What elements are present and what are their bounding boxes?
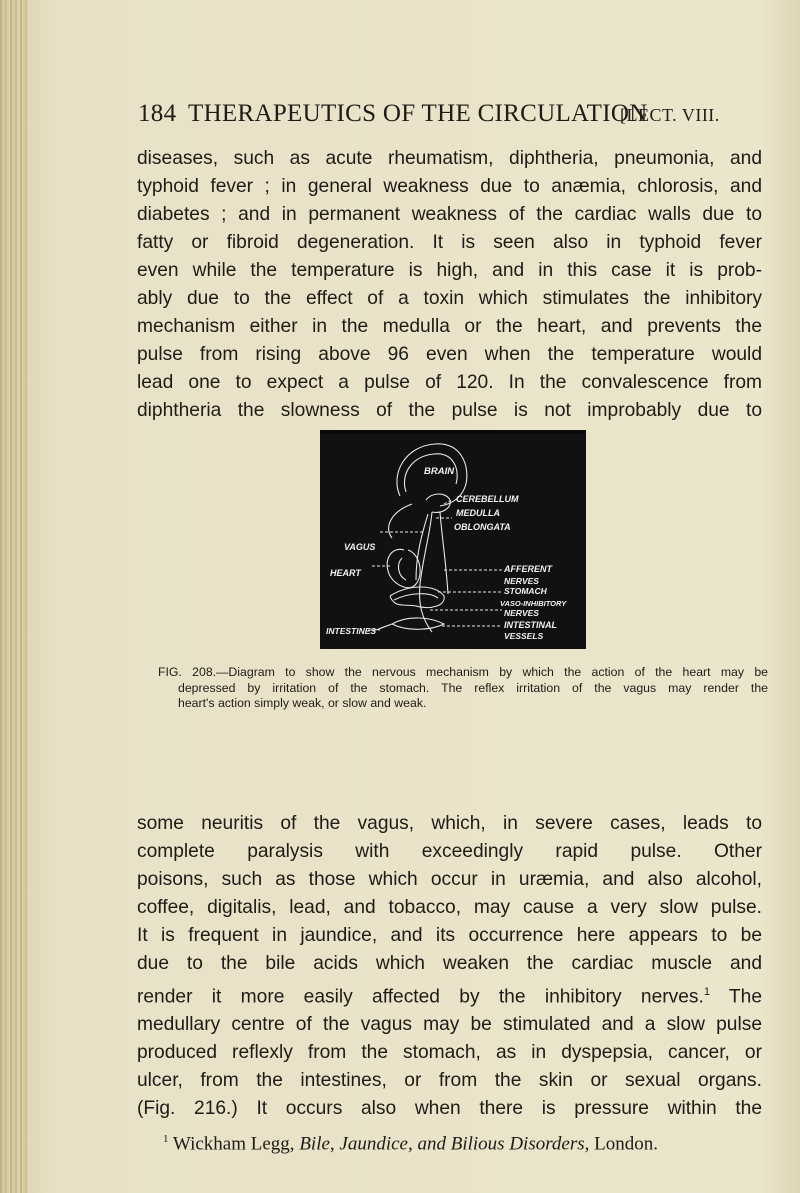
- page-number: 184: [138, 100, 177, 127]
- text-line: ably due to the effect of a toxin which stimulates the inhibitory: [137, 288, 762, 309]
- text-line: due to the bile acids which weaken the cardiac muscle and: [137, 953, 762, 974]
- text-line: coffee, digitalis, lead, and tobacco, may cause a very slow pulse.: [137, 897, 762, 918]
- running-title: THERAPEUTICS OF THE CIRCULATION: [188, 100, 648, 127]
- label-medulla: MEDULLA: [456, 508, 500, 518]
- afferent-line: [440, 512, 448, 594]
- intestine-lead: [376, 624, 392, 630]
- label-intestines: INTESTINES: [326, 626, 377, 636]
- text-line: produced reflexly from the stomach, as in dyspepsia, cancer, or: [137, 1042, 762, 1064]
- footnote-place: London.: [594, 1133, 658, 1155]
- cerebellum-outline: [426, 494, 450, 512]
- text-line: medullary centre of the vagus may be stimulated and a slow pulse: [137, 1014, 762, 1036]
- caption-line: heart's action simply weak, or slow and weak.: [178, 696, 427, 710]
- label-oblongata: OBLONGATA: [454, 522, 511, 532]
- label-nerves-2: NERVES: [504, 608, 539, 618]
- footnote: [163, 1133, 763, 1155]
- heart-outline: [387, 549, 420, 587]
- figure-208-diagram: [320, 430, 586, 649]
- paragraph-2: [137, 810, 762, 1123]
- caption-line: FIG. 208.—Diagram to show the nervous mechanism by which the action of the heart may be: [158, 665, 768, 679]
- text-line: some neuritis of the vagus, which, in severe cases, leads to: [137, 813, 762, 834]
- label-afferent: AFFERENT: [504, 564, 552, 574]
- footnote-title: Bile, Jaundice, and Bilious Disorders,: [299, 1133, 590, 1155]
- text-line: pulse from rising above 96 even when the temperature would: [137, 344, 762, 365]
- label-vagus: VAGUS: [344, 542, 376, 552]
- head-outline: [389, 504, 412, 538]
- text-line: ulcer, from the intestines, or from the skin or sexual organs.: [137, 1070, 762, 1092]
- heart-inner: [399, 558, 406, 580]
- label-vaso-inhibitory: VASO-INHIBITORY: [500, 599, 567, 608]
- text-line: fatty or fibroid degeneration. It is seen also in typhoid fever: [137, 232, 762, 253]
- footnote-author: Wickham Legg,: [172, 1133, 295, 1155]
- figure-caption: [158, 665, 768, 712]
- paragraph-1: [137, 145, 762, 425]
- running-header: [138, 100, 778, 134]
- footnote-ref: 1: [703, 986, 710, 998]
- medulla-line: [420, 512, 433, 632]
- stomach-inner: [394, 594, 438, 600]
- text-line: (Fig. 216.) It occurs also when there is pressure within the: [137, 1098, 762, 1120]
- text-line: diphtheria the slowness of the pulse is not improbably due to: [137, 400, 762, 421]
- text-line: diseases, such as acute rheumatism, diphtheria, pneumonia, and: [137, 148, 762, 169]
- label-nerves: NERVES: [504, 576, 539, 586]
- nervous-mechanism-diagram: [320, 434, 586, 645]
- label-vessels: VESSELS: [504, 631, 544, 641]
- text-line: typhoid fever ; in general weakness due to anæmia, chlorosis, and: [137, 176, 762, 197]
- text-line: poisons, such as those which occur in uræmia, and also alcohol,: [137, 869, 762, 890]
- label-stomach: STOMACH: [504, 586, 547, 596]
- book-gutter: [0, 0, 28, 1193]
- text-line: even while the temperature is high, and in this case it is prob-: [137, 260, 762, 281]
- text-line-with-footnote: render it more easily affected by the inhibitory nerves.$^1$ The: [137, 986, 762, 1008]
- label-cerebellum: CEREBELLUM: [456, 494, 519, 504]
- text-line: diabetes ; and in permanent weakness of the cardiac walls due to: [137, 204, 762, 225]
- intestines-outline: [392, 618, 444, 629]
- text-line: It is frequent in jaundice, and its occurrence here appears to be: [137, 925, 762, 946]
- text-line: lead one to expect a pulse of 120. In the convalescence from: [137, 372, 762, 393]
- label-heart: HEART: [330, 568, 361, 578]
- caption-line: depressed by irritation of the stomach. The reflex irritation of the vagus may render the: [178, 680, 768, 695]
- footnote-marker: 1: [163, 1133, 169, 1145]
- lecture-marker: [LECT. VIII.: [620, 105, 720, 125]
- text-line: mechanism either in the medulla or the heart, and prevents the: [137, 316, 762, 337]
- text-line: complete paralysis with exceedingly rapid pulse. Other: [137, 841, 762, 862]
- label-brain: BRAIN: [424, 466, 455, 477]
- label-intestinal: INTESTINAL: [504, 620, 557, 630]
